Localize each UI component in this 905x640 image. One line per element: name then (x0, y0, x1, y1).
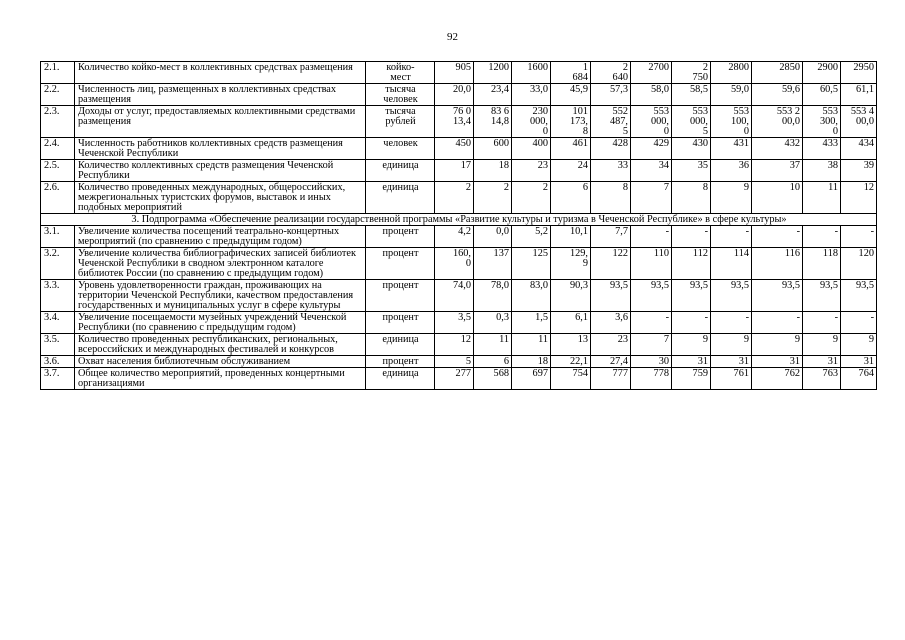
value-cell: - (752, 312, 803, 334)
value-cell: 31 (711, 356, 752, 368)
indicator-name: Количество проведенных международных, общероссийских, межрегиональных туристских форумов, выставок и иных подобных мероприятий (75, 182, 366, 214)
value-cell: - (803, 226, 841, 248)
value-cell: 450 (435, 138, 474, 160)
value-cell: 76 0 13,4 (435, 106, 474, 138)
value-cell: 118 (803, 248, 841, 280)
value-cell: 11 (474, 334, 512, 356)
value-cell: 568 (474, 368, 512, 390)
value-cell: 10 (752, 182, 803, 214)
value-cell: 160, 0 (435, 248, 474, 280)
value-cell: 277 (435, 368, 474, 390)
value-cell: 17 (435, 160, 474, 182)
indicator-number: 3.4. (41, 312, 75, 334)
value-cell: 10,1 (551, 226, 591, 248)
page-number: 92 (447, 31, 458, 43)
value-cell: - (631, 312, 672, 334)
value-cell: 112 (672, 248, 711, 280)
value-cell: 3,5 (435, 312, 474, 334)
value-cell: - (841, 226, 877, 248)
value-cell: 461 (551, 138, 591, 160)
value-cell: 93,5 (841, 280, 877, 312)
indicator-name: Увеличение количества библиографических записей библиотек Чеченской Республики в сводном электронном каталоге библиотек России (по сравнению с предыдущим годом) (75, 248, 366, 280)
value-cell: 31 (803, 356, 841, 368)
value-cell: 778 (631, 368, 672, 390)
value-cell: 697 (512, 368, 551, 390)
value-cell: 33,0 (512, 84, 551, 106)
value-cell: 58,5 (672, 84, 711, 106)
value-cell: 83,0 (512, 280, 551, 312)
value-cell: 59,6 (752, 84, 803, 106)
indicator-name: Количество коллективных средств размещения Чеченской Республики (75, 160, 366, 182)
value-cell: 35 (672, 160, 711, 182)
value-cell: 754 (551, 368, 591, 390)
indicator-unit: единица (366, 334, 435, 356)
value-cell: 93,5 (672, 280, 711, 312)
value-cell: 78,0 (474, 280, 512, 312)
value-cell: 764 (841, 368, 877, 390)
value-cell: 2950 (841, 62, 877, 84)
value-cell: 2 (435, 182, 474, 214)
value-cell: 90,3 (551, 280, 591, 312)
value-cell: 101 173, 8 (551, 106, 591, 138)
value-cell: 24 (551, 160, 591, 182)
value-cell: 129, 9 (551, 248, 591, 280)
value-cell: 428 (591, 138, 631, 160)
value-cell: 58,0 (631, 84, 672, 106)
section-header-row (41, 214, 877, 226)
indicator-number: 3.3. (41, 280, 75, 312)
value-cell: 553 4 00,0 (841, 106, 877, 138)
table-row (41, 226, 877, 248)
indicator-number: 3.5. (41, 334, 75, 356)
value-cell: 31 (672, 356, 711, 368)
indicator-unit: тысяча рублей (366, 106, 435, 138)
value-cell: 11 (512, 334, 551, 356)
value-cell: 45,9 (551, 84, 591, 106)
indicator-name: Численность лиц, размещенных в коллективных средствах размещения (75, 84, 366, 106)
value-cell: 23 (512, 160, 551, 182)
indicator-number: 2.3. (41, 106, 75, 138)
indicator-unit: процент (366, 248, 435, 280)
value-cell: 114 (711, 248, 752, 280)
indicator-name: Охват населения библиотечным обслуживанием (75, 356, 366, 368)
value-cell: 23,4 (474, 84, 512, 106)
indicator-number: 2.4. (41, 138, 75, 160)
value-cell: 11 (803, 182, 841, 214)
value-cell: 9 (803, 334, 841, 356)
value-cell: 2 640 (591, 62, 631, 84)
indicator-name: Количество койко-мест в коллективных средствах размещения (75, 62, 366, 84)
indicator-name: Увеличение посещаемости музейных учреждений Чеченской Республики (по сравнению с предыдущим годом) (75, 312, 366, 334)
indicator-number: 3.2. (41, 248, 75, 280)
value-cell: 13 (551, 334, 591, 356)
value-cell: 61,1 (841, 84, 877, 106)
value-cell: 4,2 (435, 226, 474, 248)
value-cell: 553 2 00,0 (752, 106, 803, 138)
value-cell: 2 (512, 182, 551, 214)
indicator-number: 3.7. (41, 368, 75, 390)
value-cell: 8 (591, 182, 631, 214)
value-cell: 230 000, 0 (512, 106, 551, 138)
value-cell: 7 (631, 334, 672, 356)
value-cell: 1,5 (512, 312, 551, 334)
table-row (41, 312, 877, 334)
value-cell: 2900 (803, 62, 841, 84)
indicator-name: Увеличение количества посещений театрально-концертных мероприятий (по сравнению с предыдущим годом) (75, 226, 366, 248)
value-cell: 1 684 (551, 62, 591, 84)
value-cell: 400 (512, 138, 551, 160)
value-cell: 23 (591, 334, 631, 356)
indicator-number: 3.6. (41, 356, 75, 368)
value-cell: 2700 (631, 62, 672, 84)
value-cell: 600 (474, 138, 512, 160)
value-cell: 2 (474, 182, 512, 214)
indicator-number: 3.1. (41, 226, 75, 248)
value-cell: 431 (711, 138, 752, 160)
value-cell: 432 (752, 138, 803, 160)
value-cell: - (672, 226, 711, 248)
indicator-unit: единица (366, 182, 435, 214)
table-row (41, 248, 877, 280)
value-cell: 93,5 (752, 280, 803, 312)
table-row (41, 62, 877, 84)
value-cell: 9 (672, 334, 711, 356)
value-cell: 552 487, 5 (591, 106, 631, 138)
value-cell: 2 750 (672, 62, 711, 84)
value-cell: 3,6 (591, 312, 631, 334)
value-cell: 33 (591, 160, 631, 182)
value-cell: 553 000, 5 (672, 106, 711, 138)
value-cell: 110 (631, 248, 672, 280)
value-cell: 59,0 (711, 84, 752, 106)
value-cell: 2850 (752, 62, 803, 84)
value-cell: 5,2 (512, 226, 551, 248)
value-cell: 31 (752, 356, 803, 368)
value-cell: 6,1 (551, 312, 591, 334)
section-title: 3. Подпрограмма «Обеспечение реализации государственной программы «Развитие культуры и туризма в Чеченской Республике» в сфере культуры» (41, 214, 877, 226)
value-cell: 1600 (512, 62, 551, 84)
indicator-number: 2.5. (41, 160, 75, 182)
value-cell: 434 (841, 138, 877, 160)
value-cell: 27,4 (591, 356, 631, 368)
value-cell: 125 (512, 248, 551, 280)
value-cell: 37 (752, 160, 803, 182)
value-cell: 31 (841, 356, 877, 368)
value-cell: 430 (672, 138, 711, 160)
table-row (41, 182, 877, 214)
value-cell: 34 (631, 160, 672, 182)
value-cell: 93,5 (591, 280, 631, 312)
indicator-number: 2.1. (41, 62, 75, 84)
value-cell: 759 (672, 368, 711, 390)
value-cell: 60,5 (803, 84, 841, 106)
indicator-unit: процент (366, 312, 435, 334)
table-row (41, 106, 877, 138)
value-cell: 93,5 (803, 280, 841, 312)
value-cell: 6 (551, 182, 591, 214)
indicator-name: Количество проведенных республиканских, региональных, всероссийских и международных фестивалей и конкурсов (75, 334, 366, 356)
value-cell: 433 (803, 138, 841, 160)
value-cell: 7,7 (591, 226, 631, 248)
table-row (41, 84, 877, 106)
value-cell: 9 (711, 182, 752, 214)
value-cell: 12 (841, 182, 877, 214)
value-cell: 762 (752, 368, 803, 390)
indicator-unit: процент (366, 226, 435, 248)
indicator-unit: единица (366, 160, 435, 182)
table-row (41, 160, 877, 182)
value-cell: 553 100, 0 (711, 106, 752, 138)
value-cell: 8 (672, 182, 711, 214)
value-cell: 6 (474, 356, 512, 368)
table-row (41, 356, 877, 368)
indicator-name: Доходы от услуг, предоставляемых коллективными средствами размещения (75, 106, 366, 138)
value-cell: - (752, 226, 803, 248)
value-cell: - (711, 226, 752, 248)
value-cell: 93,5 (711, 280, 752, 312)
value-cell: 30 (631, 356, 672, 368)
table-row (41, 280, 877, 312)
value-cell: 20,0 (435, 84, 474, 106)
table-row (41, 368, 877, 390)
table-row (41, 334, 877, 356)
value-cell: - (841, 312, 877, 334)
value-cell: 9 (711, 334, 752, 356)
indicator-number: 2.6. (41, 182, 75, 214)
value-cell: 18 (512, 356, 551, 368)
value-cell: 38 (803, 160, 841, 182)
value-cell: 761 (711, 368, 752, 390)
indicator-unit: процент (366, 280, 435, 312)
value-cell: 553 000, 0 (631, 106, 672, 138)
value-cell: - (672, 312, 711, 334)
value-cell: 777 (591, 368, 631, 390)
value-cell: 429 (631, 138, 672, 160)
value-cell: 116 (752, 248, 803, 280)
indicator-unit: человек (366, 138, 435, 160)
indicators-table-body (41, 62, 877, 390)
value-cell: 122 (591, 248, 631, 280)
value-cell: 22,1 (551, 356, 591, 368)
value-cell: 763 (803, 368, 841, 390)
value-cell: - (631, 226, 672, 248)
indicators-table (40, 61, 877, 390)
value-cell: 36 (711, 160, 752, 182)
indicator-name: Численность работников коллективных средств размещения Чеченской Республики (75, 138, 366, 160)
table-row (41, 138, 877, 160)
value-cell: - (711, 312, 752, 334)
indicator-unit: койко- мест (366, 62, 435, 84)
value-cell: 18 (474, 160, 512, 182)
value-cell: 1200 (474, 62, 512, 84)
value-cell: 120 (841, 248, 877, 280)
indicator-unit: тысяча человек (366, 84, 435, 106)
value-cell: 39 (841, 160, 877, 182)
indicator-name: Общее количество мероприятий, проведенных концертными организациями (75, 368, 366, 390)
value-cell: 5 (435, 356, 474, 368)
value-cell: - (803, 312, 841, 334)
value-cell: 137 (474, 248, 512, 280)
value-cell: 57,3 (591, 84, 631, 106)
value-cell: 9 (841, 334, 877, 356)
value-cell: 0,0 (474, 226, 512, 248)
value-cell: 2800 (711, 62, 752, 84)
value-cell: 0,3 (474, 312, 512, 334)
value-cell: 83 6 14,8 (474, 106, 512, 138)
indicator-name: Уровень удовлетворенности граждан, проживающих на территории Чеченской Республики, качеством предоставления государственных и муниципальных услуг в сфере культуры (75, 280, 366, 312)
value-cell: 9 (752, 334, 803, 356)
value-cell: 12 (435, 334, 474, 356)
value-cell: 905 (435, 62, 474, 84)
indicator-unit: процент (366, 356, 435, 368)
value-cell: 74,0 (435, 280, 474, 312)
indicator-number: 2.2. (41, 84, 75, 106)
value-cell: 7 (631, 182, 672, 214)
value-cell: 553 300, 0 (803, 106, 841, 138)
indicator-unit: единица (366, 368, 435, 390)
value-cell: 93,5 (631, 280, 672, 312)
